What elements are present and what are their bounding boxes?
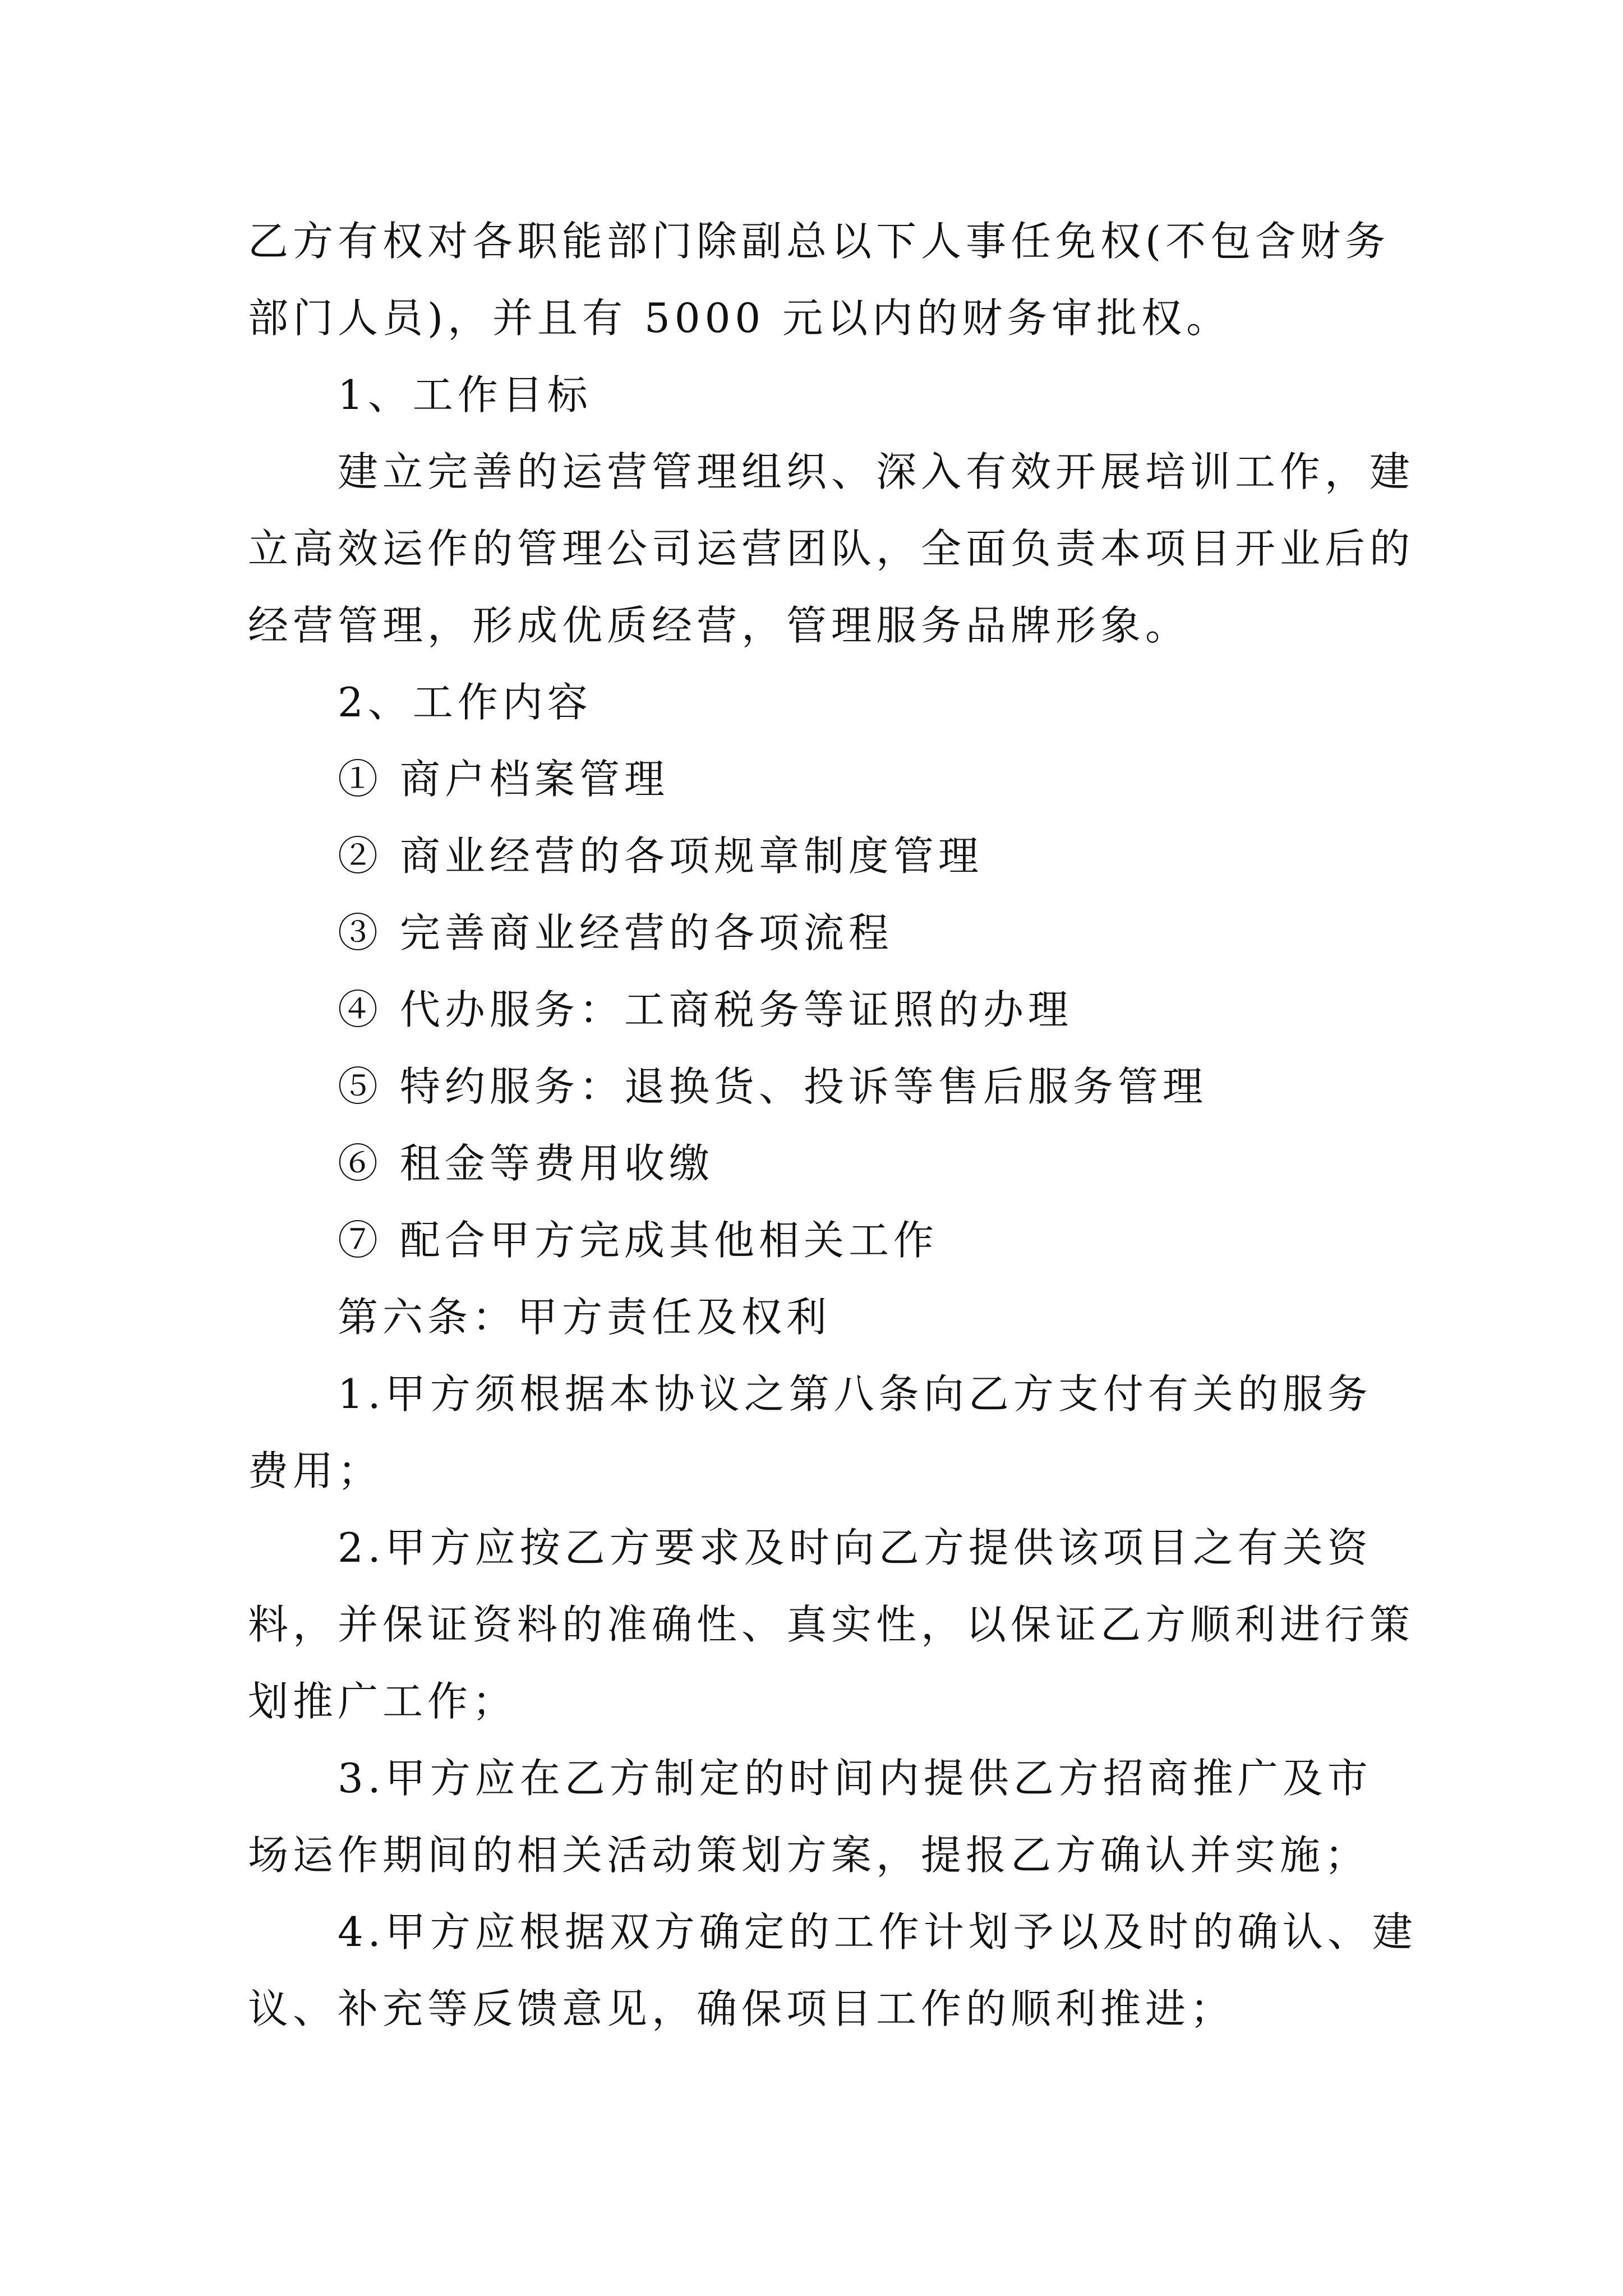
clause-line: 2.甲方应按乙方要求及时向乙方提供该项目之有关资: [338, 1524, 1372, 1571]
list-item: ① 商户档案管理: [338, 756, 669, 803]
list-item: ⑥ 租金等费用收缴: [338, 1140, 714, 1187]
clause-line: 1.甲方须根据本协议之第八条向乙方支付有关的服务: [338, 1370, 1372, 1418]
clause-line: 3.甲方应在乙方制定的时间内提供乙方招商推广及市: [338, 1755, 1372, 1802]
clause-line: 划推广工作；: [248, 1678, 518, 1725]
text-line: 乙方有权对各职能部门除副总以下人事任免权(不包含财务: [248, 218, 1390, 265]
list-item: ④ 代办服务：工商税务等证照的办理: [338, 986, 1073, 1033]
list-item: ⑦ 配合甲方完成其他相关工作: [338, 1217, 938, 1264]
clause-line: 费用；: [248, 1447, 383, 1494]
list-item: ③ 完善商业经营的各项流程: [338, 909, 893, 956]
text-line: 立高效运作的管理公司运营团队，全面负责本项目开业后的: [248, 525, 1415, 572]
section-heading: 2、工作内容: [338, 679, 592, 726]
list-item: ⑤ 特约服务：退换货、投诉等售后服务管理: [338, 1063, 1207, 1110]
list-item: ② 商业经营的各项规章制度管理: [338, 832, 983, 880]
text-line: 部门人员)，并且有 5000 元以内的财务审批权。: [248, 295, 1232, 342]
clause-line: 场运作期间的相关活动策划方案，提报乙方确认并实施；: [248, 1832, 1370, 1879]
clause-line: 议、补充等反馈意见，确保项目工作的顺利推进；: [248, 1985, 1235, 2032]
clause-line: 4.甲方应根据双方确定的工作计划予以及时的确认、建: [338, 1908, 1417, 1955]
text-line: 建立完善的运营管理组织、深入有效开展培训工作，建: [338, 448, 1415, 495]
section-heading: 1、工作目标: [338, 371, 592, 418]
article-heading: 第六条：甲方责任及权利: [338, 1294, 832, 1341]
clause-line: 料，并保证资料的准确性、真实性，以保证乙方顺利进行策: [248, 1601, 1415, 1648]
text-line: 经营管理，形成优质经营，管理服务品牌形象。: [248, 602, 1191, 649]
document-body: [248, 203, 1417, 2047]
